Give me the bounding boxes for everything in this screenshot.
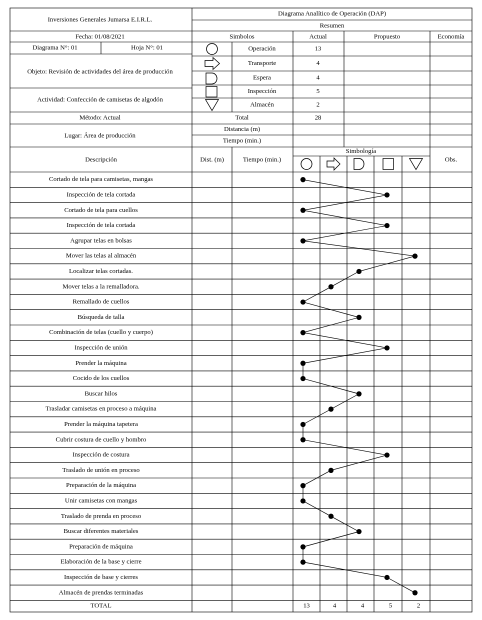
flow-marker-circle <box>300 208 305 213</box>
flow-marker-square <box>384 192 389 197</box>
metodo-label: Método: Actual <box>79 114 121 122</box>
actual-header: Actual <box>309 33 327 41</box>
summary-actual-operacion: 13 <box>314 45 322 53</box>
process-step-description: Inspección de tela cortada <box>66 191 136 199</box>
flow-marker-circle <box>300 422 305 427</box>
arrow-icon <box>327 158 340 170</box>
distancia-label: Distancia (m) <box>223 126 261 134</box>
process-step-description: Inspección de tela cortada <box>66 222 136 230</box>
flow-marker-d-shape <box>356 269 361 274</box>
fecha-label: Fecha: 01/08/2021 <box>75 33 125 41</box>
process-step-description: Mover las telas al almacén <box>65 252 137 260</box>
flow-marker-circle <box>300 299 305 304</box>
process-step-description: Almacén de prendas terminadas <box>58 589 144 597</box>
flow-marker-circle <box>300 361 305 366</box>
flow-marker-square <box>384 345 389 350</box>
flow-marker-arrow <box>328 468 333 473</box>
resumen-heading: Resumen <box>319 22 345 30</box>
tiempo-label: Tiempo (min.) <box>222 137 262 145</box>
process-step-description: Prender la máquina <box>75 359 127 367</box>
flow-marker-square <box>384 452 389 457</box>
flow-marker-triangle <box>412 590 417 595</box>
summary-actual-espera: 4 <box>316 74 320 82</box>
summary-table <box>10 31 472 147</box>
flow-marker-circle <box>300 330 305 335</box>
process-step-description: Combinación de telas (cuello y cuerpo) <box>49 329 153 337</box>
summary-label-espera: Espera <box>253 74 271 82</box>
process-step-description: Buscar hilos <box>84 390 118 398</box>
process-step-description: Preparación de la máquina <box>65 482 137 490</box>
triangle-icon <box>206 100 219 111</box>
process-step-description: Cortado de tela para camisetas, mangas <box>49 176 153 184</box>
economia-header: Economía <box>437 33 465 41</box>
square-icon <box>206 87 217 98</box>
process-step-description: Remallado de cuellos <box>72 298 130 306</box>
flow-marker-square <box>384 575 389 580</box>
obs-header: Obs. <box>444 156 458 164</box>
flow-marker-d-shape <box>356 315 361 320</box>
arrow-icon <box>205 58 220 70</box>
process-step-description: Buscar diferentes materiales <box>63 528 139 536</box>
summary-actual-inspeccion: 5 <box>316 88 320 96</box>
flow-marker-arrow <box>328 407 333 412</box>
process-step-description: Mover telas a la remalladora. <box>62 283 140 291</box>
flow-marker-circle <box>300 560 305 565</box>
process-step-description: Elaboración de la base y cierre <box>60 558 142 566</box>
lugar-label: Lugar: Área de producción <box>64 132 136 140</box>
process-step-description: Cortado de tela para cuellos <box>64 206 138 214</box>
summary-actual-transporte: 4 <box>316 60 320 68</box>
d-shape-icon <box>206 73 217 84</box>
tiempo-header: Tiempo (min.) <box>242 156 282 164</box>
actividad-label: Actividad: Confección de camisetas de algodón <box>37 96 163 104</box>
flow-marker-circle <box>300 376 305 381</box>
summary-label-operacion: Operación <box>248 45 276 53</box>
diagrama-number: Diagrama N°: 01 <box>32 44 78 52</box>
diagram-title: Diagrama Analítico de Operación (DAP) <box>277 10 387 18</box>
summary-total-actual: 28 <box>314 114 322 122</box>
process-step-description: Traslado de unión en proceso <box>62 466 140 474</box>
company-name: Inversiones Generales Jumarsa E.I.R.L. <box>47 16 153 24</box>
hoja-number: Hoja N°: 01 <box>131 44 163 52</box>
total-arrow: 4 <box>332 602 337 610</box>
triangle-icon <box>410 159 423 170</box>
flow-marker-d-shape <box>356 529 361 534</box>
total-triangle: 2 <box>416 602 421 610</box>
total-d-shape: 4 <box>360 602 365 610</box>
flow-marker-circle <box>300 544 305 549</box>
objeto-label: Objeto: Revisión de actividades del área de producción <box>27 68 173 76</box>
summary-label-transporte: Transporte <box>247 60 277 68</box>
total-label: TOTAL <box>90 602 112 610</box>
summary-actual-almacen: 2 <box>316 101 320 109</box>
flow-marker-circle <box>300 177 305 182</box>
process-step-description: Búsqueda de talla <box>77 313 125 321</box>
flow-marker-arrow <box>328 514 333 519</box>
summary-label-inspeccion: Inspección <box>247 88 277 96</box>
d-shape-icon <box>354 159 364 170</box>
square-icon <box>383 159 394 170</box>
flow-marker-square <box>384 223 389 228</box>
flow-marker-triangle <box>412 254 417 259</box>
simbologia-header: Simbología <box>345 148 377 156</box>
circle-icon <box>207 44 218 55</box>
process-step-description: Preparación de máquina <box>69 543 133 551</box>
process-step-description: Prender la máquina tapetera <box>64 420 138 428</box>
process-step-description: Agrupar telas en bolsas <box>70 237 132 245</box>
table-body <box>10 176 472 610</box>
flow-marker-d-shape <box>356 391 361 396</box>
process-step-description: Cubrir costura de cuello y hombro <box>55 436 147 444</box>
summary-label-almacen: Almacén <box>250 101 274 109</box>
process-step-description: Inspección de unión <box>74 344 128 352</box>
flow-marker-circle <box>300 498 305 503</box>
flow-marker-circle <box>300 238 305 243</box>
total-square: 5 <box>388 602 393 610</box>
process-step-description: Inspección de costura <box>72 451 130 459</box>
flow-marker-circle <box>300 437 305 442</box>
process-step-description: Traslado de prenda en proceso <box>60 512 142 520</box>
process-step-description: Inspección de base y cierres <box>64 573 138 581</box>
flow-marker-circle <box>300 483 305 488</box>
dist-header: Dist. (m) <box>200 156 224 164</box>
process-step-description: Unir camisetas con mangas <box>64 497 138 505</box>
simbolos-header: Simbolos <box>229 33 255 41</box>
process-step-description: Cocido de los cuellos <box>72 375 130 383</box>
summary-total-label: Total <box>235 114 249 122</box>
propuesto-header: Propuesto <box>373 33 401 41</box>
circle-icon <box>301 159 312 170</box>
flow-marker-arrow <box>328 284 333 289</box>
process-step-description: Trasladar camisetas en proceso a máquina <box>45 405 157 413</box>
descripcion-header: Descripción <box>85 156 117 164</box>
total-circle: 13 <box>303 602 310 610</box>
process-step-description: Localizar telas cortadas. <box>69 267 133 275</box>
